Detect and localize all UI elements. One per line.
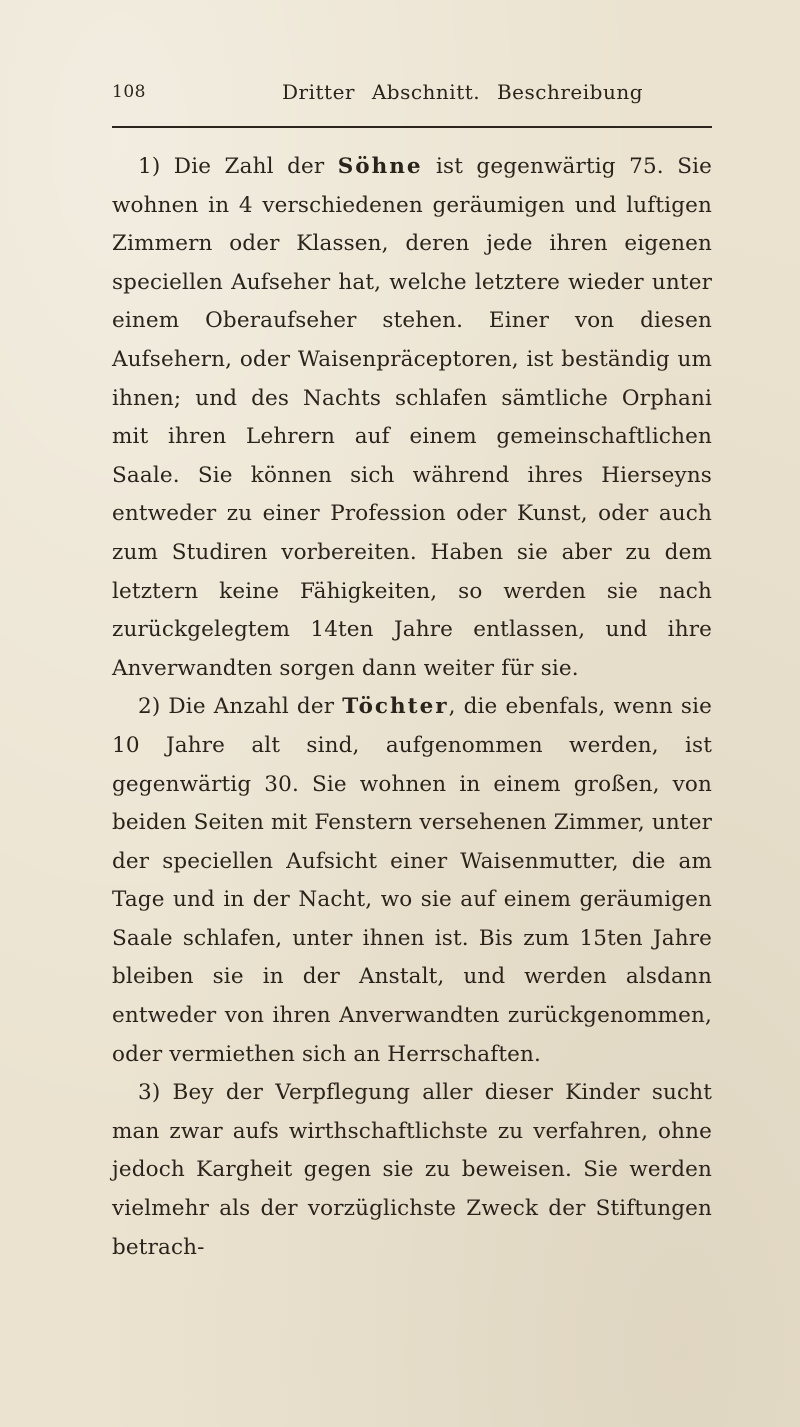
- paragraph-text: ist gegenwärtig 75. Sie wohnen in 4 verschiedenen geräumigen und luftigen Zimmern oder Klassen, deren jede ihren eigenen speciellen Aufseher hat, welche letztere wieder unter einem Oberaufseher stehen. Einer von diesen Aufsehern, oder Waisenpräceptoren, ist beständig um ihnen; und des Nachts schlafen sämtliche Orphani mit ihren Lehrern auf einem gemeinschaftlichen Saale. Sie können sich während ihres Hierseyns entweder zu einer Profession oder Kunst, oder auch zum Studiren vorbereiten. Haben sie aber zu dem letztern keine Fähigkeiten, so werden sie nach zurückgelegtem 14ten Jahre entlassen, und ihre Anverwandten sorgen dann weiter für sie.: [112, 154, 712, 681]
- paragraph-care: [112, 1074, 712, 1267]
- running-title: Dritter Abschnitt. Beschreibung: [282, 80, 644, 104]
- emphasized-term: Söhne: [337, 154, 423, 179]
- paragraph-sons: [112, 148, 712, 688]
- page-number: 108: [112, 82, 146, 102]
- paragraph-daughters: [112, 688, 712, 1074]
- emphasized-term: Töchter: [342, 694, 449, 720]
- running-head: [112, 76, 712, 110]
- header-rule: [112, 126, 712, 128]
- paragraph-text: 2) Die Anzahl der: [138, 694, 343, 720]
- body-text: [112, 148, 712, 1267]
- paragraph-text: 3) Bey der Verpflegung aller dieser Kinder sucht man zwar aufs wirthschaftlichste zu verfahren, ohne jedoch Kargheit gegen sie zu beweisen. Sie werden vielmehr als der vorzüglichste Zweck der Stiftungen betrach-: [112, 1080, 712, 1260]
- paragraph-text: 1) Die Zahl der: [138, 154, 338, 179]
- paragraph-text: , die ebenfals, wenn sie 10 Jahre alt sind, aufgenommen werden, ist gegenwärtig 30. Sie wohnen in einem großen, von beiden Seiten mit Fenstern versehenen Zimmer, unter der speciellen Aufsicht einer Waisenmutter, die am Tage und in der Nacht, wo sie auf einem geräumigen Saale schlafen, unter ihnen ist. Bis zum 15ten Jahre bleiben sie in der Anstalt, und werden alsdann entweder von ihren Anverwandten zurückgenommen, oder vermiethen sich an Herrschaften.: [112, 694, 712, 1067]
